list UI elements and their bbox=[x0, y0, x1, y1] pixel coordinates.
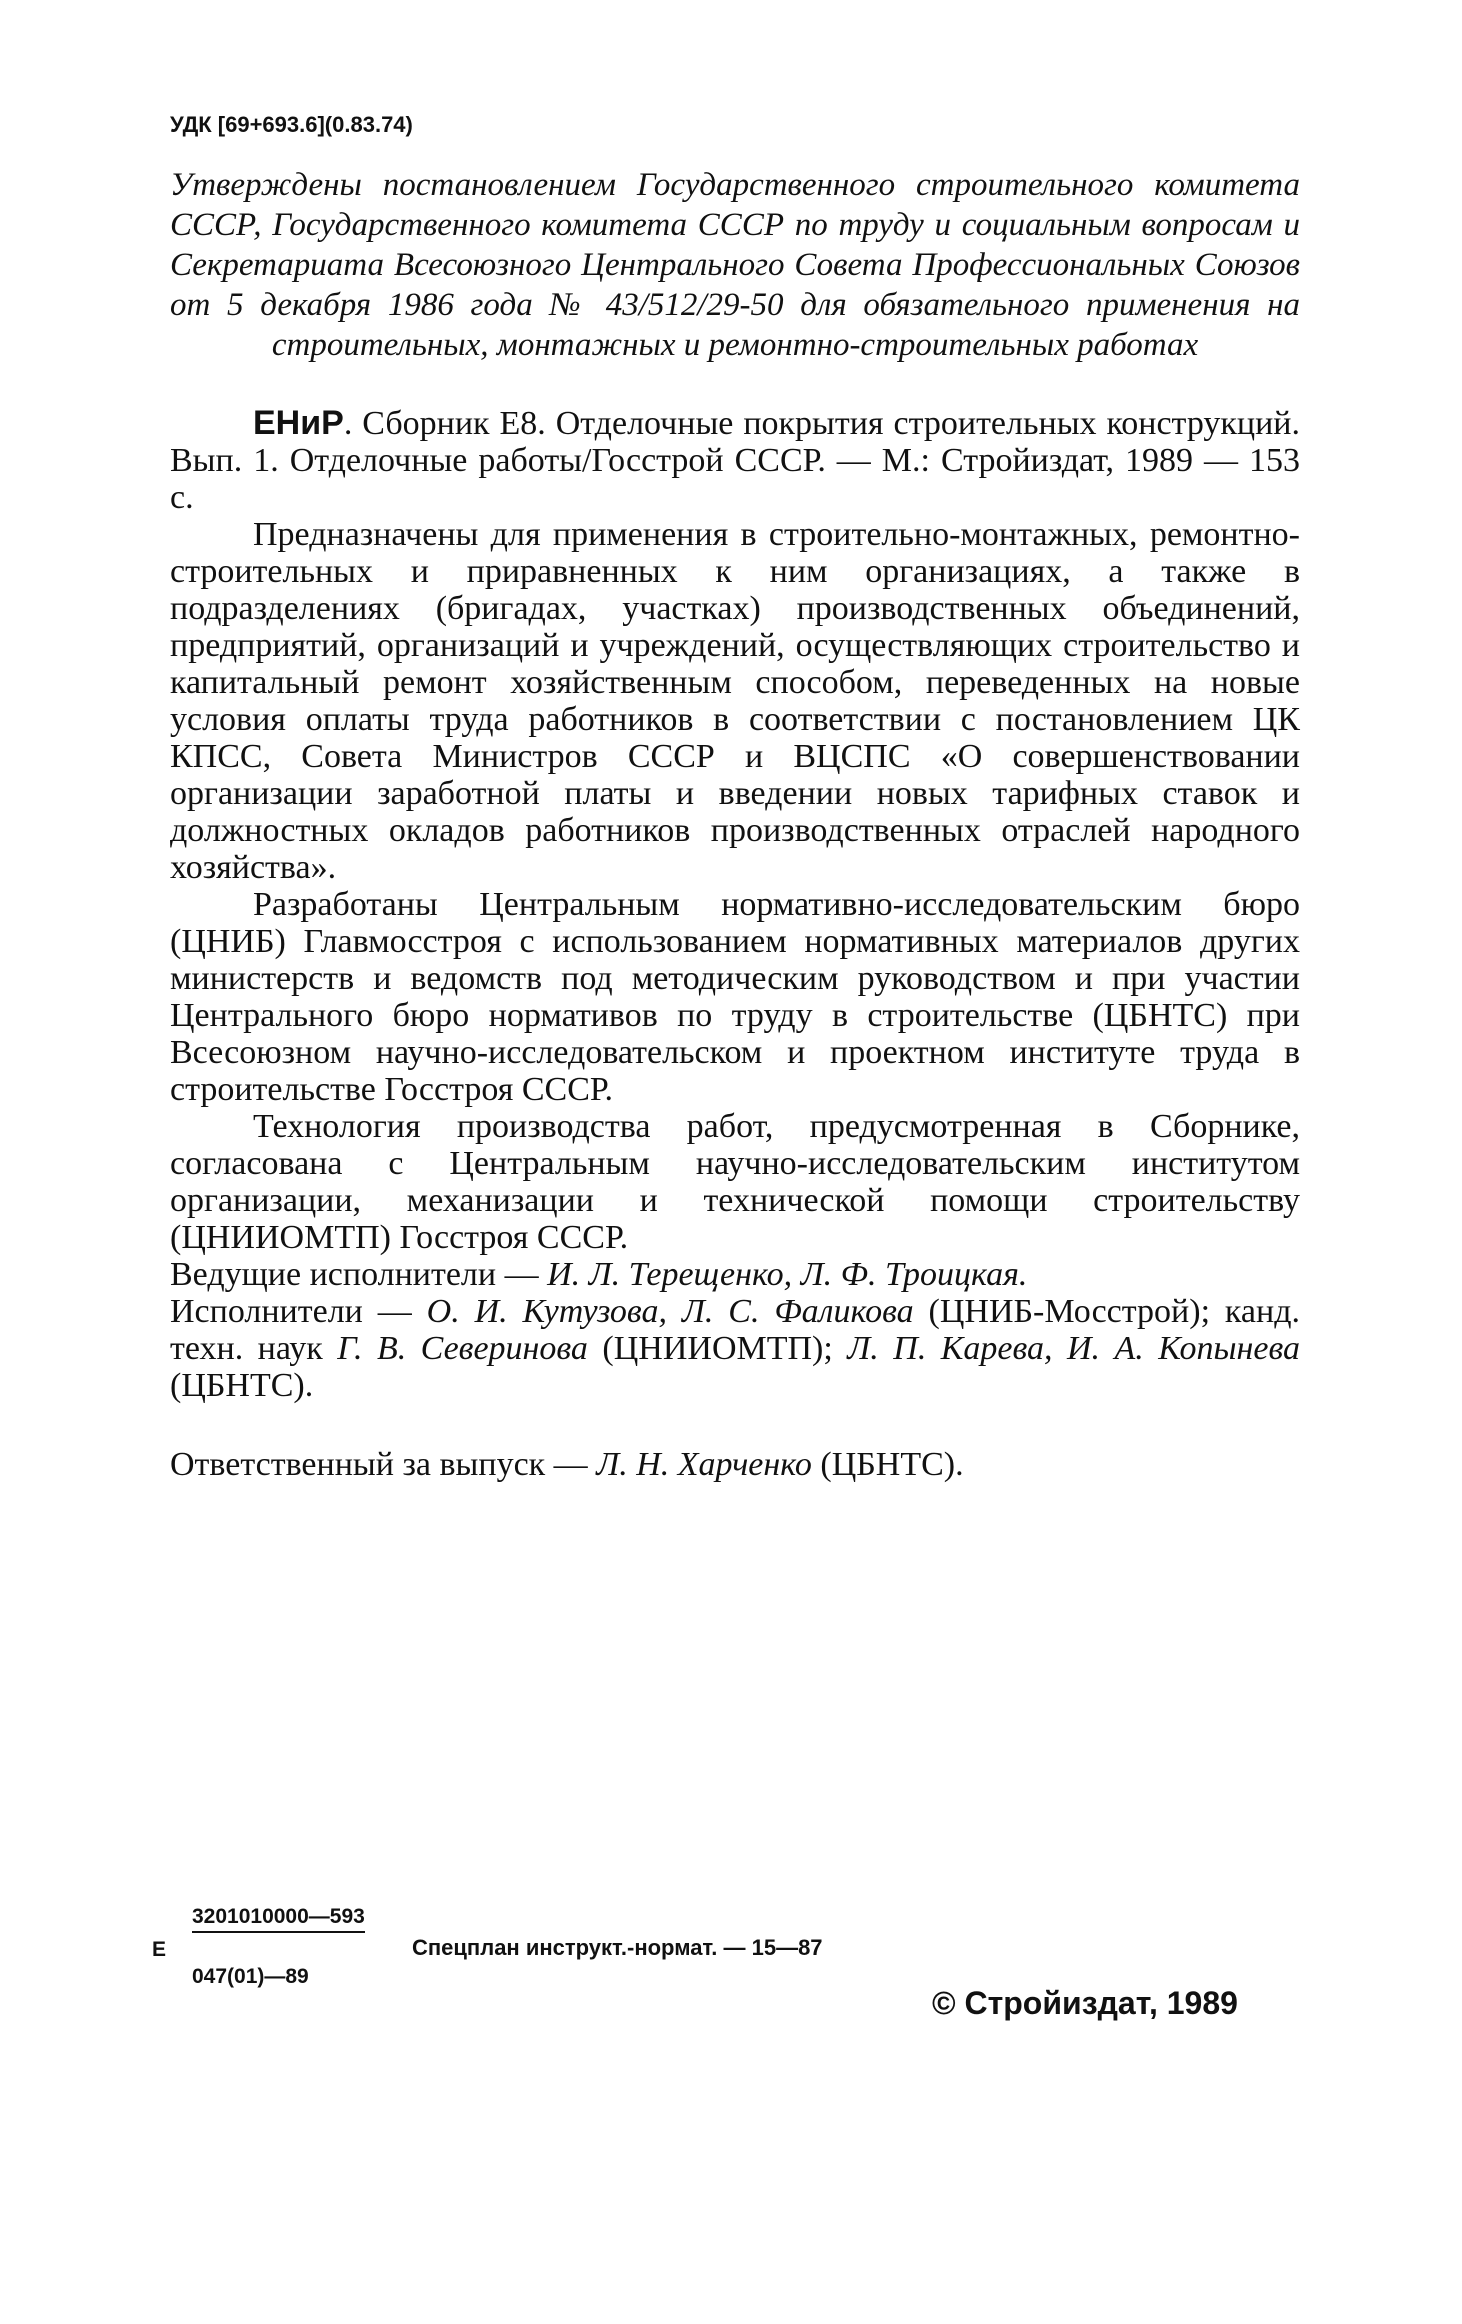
special-plan: Спецплан инструкт.-нормат. — 15—87 bbox=[412, 1935, 823, 1960]
main-text bbox=[170, 405, 1300, 1483]
citation-paragraph bbox=[170, 405, 1300, 516]
lead-label: Ведущие исполнители — bbox=[170, 1256, 548, 1293]
performers-org-2: (ЦНИИОМТП); bbox=[587, 1330, 848, 1367]
index-numerator: 3201010000—593 bbox=[192, 1905, 365, 1933]
developed-paragraph: Разработаны Центральным нормативно-исследовательским бюро (ЦНИБ) Главмосстроя с использованием нормативных материалов других министерств и ведомств под методическим руководством и при участии Центрального бюро нормативов по труду в строительстве (ЦБНТС) при Всесоюзном научно-исследовательском и проектном институте труда в строительстве Госстроя СССР. bbox=[170, 886, 1300, 1108]
enir-abbreviation: ЕНиР bbox=[253, 404, 344, 442]
performers-names-2: Г. В. Северинова bbox=[337, 1330, 588, 1367]
responsible-org: (ЦБНТС). bbox=[811, 1446, 964, 1483]
udk-code: УДК [69+693.6](0.83.74) bbox=[170, 112, 413, 137]
approval-statement: Утверждены постановлением Государственного строительного комитета СССР, Государственного комитета СССР по труду и социальным вопросам и Секретариата Всесоюзного Центрального Совета Профессиональных Союзов от 5 декабря 1986 года № 43/512/29-50 для обязательного применения на строительных, монтажных и ремонтно-строительных работах bbox=[170, 167, 1300, 363]
responsible-label: Ответственный за выпуск — bbox=[170, 1446, 597, 1483]
performers-names-3: Л. П. Карева, И. А. Копынева bbox=[847, 1330, 1300, 1367]
citation-text: . Сборник Е8. Отделочные покрытия строительных конструкций. Вып. 1. Отделочные работы/Госстрой СССР. — М.: Стройиздат, 1989 — 153 с. bbox=[170, 405, 1300, 516]
copyright-notice: © Стройиздат, 1989 bbox=[932, 1985, 1238, 2021]
index-letter: Е bbox=[152, 1938, 167, 1961]
index-denominator: 047(01)—89 bbox=[192, 1965, 309, 1988]
performers-org-1: (ЦНИБ-Мосстрой); канд. техн. наук bbox=[170, 1293, 1300, 1367]
performers bbox=[170, 1293, 1300, 1404]
performers-names-1: О. И. Кутузова, Л. С. Фаликова bbox=[426, 1293, 914, 1330]
publishing-index bbox=[152, 1905, 852, 2005]
lead-performers bbox=[170, 1256, 1300, 1293]
performers-label: Исполнители — bbox=[170, 1293, 427, 1330]
technology-paragraph: Технология производства работ, предусмотренная в Сборнике, согласована с Центральным научно-исследовательским институтом организации, механизации и технической помощи строительству (ЦНИИОМТП) Госстроя СССР. bbox=[170, 1108, 1300, 1256]
responsible-editor bbox=[170, 1446, 1300, 1483]
lead-names: И. Л. Терещенко, Л. Ф. Троицкая. bbox=[547, 1256, 1028, 1293]
intended-paragraph: Предназначены для применения в строительно-монтажных, ремонтно-строительных и приравненных к ним организациях, а также в подразделениях (бригадах, участках) производственных объединений, предприятий, организаций и учреждений, осуществляющих строительство и капитальный ремонт хозяйственным способом, переведенных на новые условия оплаты труда работников в соответствии с постановлением ЦК КПСС, Совета Министров СССР и ВЦСПС «О совершенствовании организации заработной платы и введении новых тарифных ставок и должностных окладов работников производственных отраслей народного хозяйства». bbox=[170, 516, 1300, 886]
responsible-name: Л. Н. Харченко bbox=[596, 1446, 812, 1483]
performers-org-3: (ЦБНТС). bbox=[170, 1367, 314, 1404]
